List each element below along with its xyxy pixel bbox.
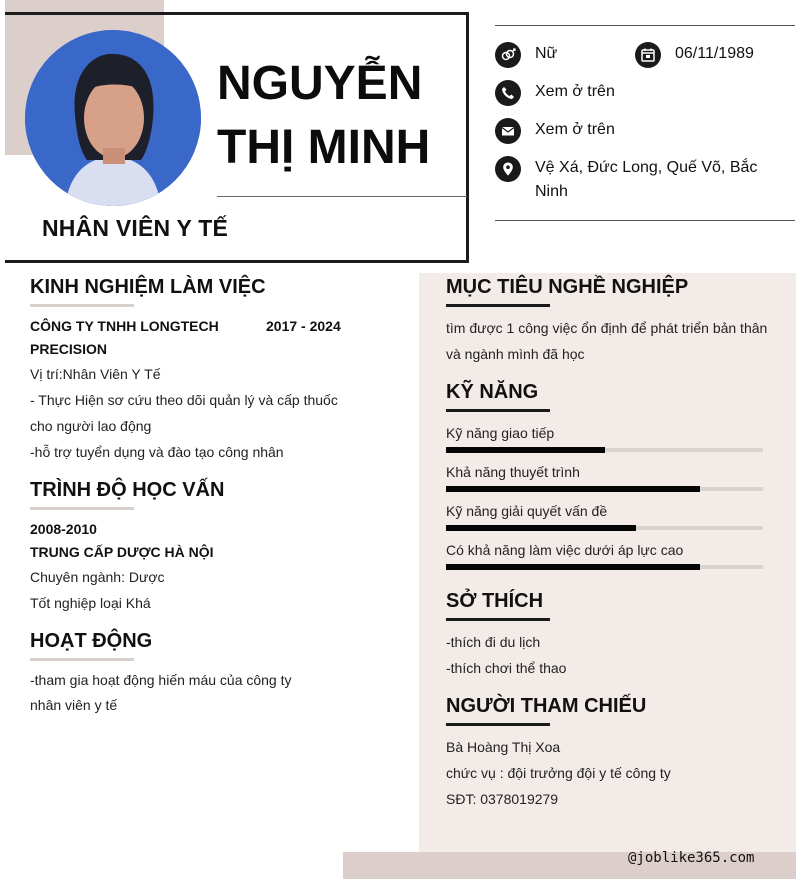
name-divider bbox=[217, 196, 467, 197]
objective-line-1: tìm được 1 công việc ổn định để phát triển bản thân bbox=[446, 320, 768, 336]
activities-rule bbox=[30, 658, 134, 661]
gender-value: Nữ bbox=[535, 45, 558, 62]
hobbies-rule bbox=[446, 618, 550, 621]
reference-name: Bà Hoàng Thị Xoa bbox=[446, 739, 561, 755]
company-name-line-2: PRECISION bbox=[30, 341, 108, 357]
full-name bbox=[217, 52, 467, 180]
skill-label: Kỹ năng giải quyết vấn đề bbox=[446, 503, 608, 519]
contact-email bbox=[495, 118, 615, 144]
objective-heading: MỤC TIÊU NGHỀ NGHIỆP bbox=[446, 276, 689, 298]
address-line-2: Ninh bbox=[535, 183, 568, 200]
hobbies-heading: SỞ THÍCH bbox=[446, 590, 544, 612]
contact-birthday bbox=[635, 42, 754, 68]
objective-rule bbox=[446, 304, 550, 307]
activities-heading: HOẠT ĐỘNG bbox=[30, 630, 153, 652]
skill-bar-fill bbox=[446, 564, 700, 570]
education-period: 2008-2010 bbox=[30, 521, 97, 537]
reference-phone: SĐT: 0378019279 bbox=[446, 791, 559, 807]
footer-watermark: @joblike365.com bbox=[628, 850, 755, 866]
job-title: NHÂN VIÊN Y TẾ bbox=[42, 215, 228, 241]
skill-label: Khả năng thuyết trình bbox=[446, 464, 580, 480]
portrait-photo bbox=[25, 30, 201, 206]
reference-role: chức vụ : đội trưởng đội y tế công ty bbox=[446, 765, 671, 781]
skill-bar-track bbox=[446, 565, 763, 569]
company-name-line-1: CÔNG TY TNHH LONGTECH bbox=[30, 318, 219, 334]
skill-bar-track bbox=[446, 526, 763, 530]
activities-line-2: nhân viên y tế bbox=[30, 697, 118, 713]
phone-icon bbox=[495, 80, 521, 106]
envelope-icon bbox=[495, 118, 521, 144]
education-school: TRUNG CẤP DƯỢC HÀ NỘI bbox=[30, 544, 214, 560]
education-heading: TRÌNH ĐỘ HỌC VẤN bbox=[30, 479, 225, 501]
contact-phone bbox=[495, 80, 615, 106]
skill-bar-track bbox=[446, 487, 763, 491]
calendar-icon bbox=[635, 42, 661, 68]
birthday-value: 06/11/1989 bbox=[675, 45, 754, 62]
experience-position: Vị trí:Nhân Viên Y Tế bbox=[30, 366, 161, 382]
hobbies-line-2: -thích chơi thể thao bbox=[446, 660, 567, 676]
objective-line-2: và ngành mình đã học bbox=[446, 346, 585, 362]
education-grade: Tốt nghiệp loại Khá bbox=[30, 595, 151, 611]
contact-gender bbox=[495, 42, 557, 68]
gender-icon bbox=[495, 42, 521, 68]
activities-line-1: -tham gia hoạt động hiến máu của công ty bbox=[30, 672, 292, 688]
experience-duty-1b: cho người lao động bbox=[30, 418, 152, 434]
hobbies-line-1: -thích đi du lịch bbox=[446, 634, 541, 650]
email-value: Xem ở trên bbox=[535, 121, 615, 138]
skill-label: Có khả năng làm việc dưới áp lực cao bbox=[446, 542, 684, 558]
address-value bbox=[535, 156, 757, 204]
skill-bar-fill bbox=[446, 525, 636, 531]
name-line-2: THỊ MINH bbox=[217, 121, 431, 174]
education-rule bbox=[30, 507, 134, 510]
name-line-1: NGUYỄN bbox=[217, 57, 423, 110]
contact-block bbox=[495, 25, 795, 221]
experience-duty-2: -hỗ trợ tuyển dụng và đào tạo công nhân bbox=[30, 444, 284, 460]
skills-heading: KỸ NĂNG bbox=[446, 381, 539, 403]
skill-bar-fill bbox=[446, 447, 605, 453]
experience-duty-1a: - Thực Hiện sơ cứu theo dõi quản lý và cấp thuốc bbox=[30, 392, 338, 408]
skills-rule bbox=[446, 409, 550, 412]
experience-period: 2017 - 2024 bbox=[266, 318, 341, 334]
reference-heading: NGƯỜI THAM CHIẾU bbox=[446, 695, 647, 717]
skill-label: Kỹ năng giao tiếp bbox=[446, 425, 555, 441]
experience-heading: KINH NGHIỆM LÀM VIỆC bbox=[30, 276, 266, 298]
location-pin-icon bbox=[495, 156, 521, 182]
education-major: Chuyên ngành: Dược bbox=[30, 569, 165, 585]
address-line-1: Vệ Xá, Đức Long, Quế Võ, Bắc bbox=[535, 159, 758, 176]
avatar bbox=[25, 30, 201, 206]
phone-value: Xem ở trên bbox=[535, 83, 615, 100]
skill-bar-track bbox=[446, 448, 763, 452]
reference-rule bbox=[446, 723, 550, 726]
experience-rule bbox=[30, 304, 134, 307]
skill-bar-fill bbox=[446, 486, 700, 492]
contact-address bbox=[495, 156, 785, 204]
